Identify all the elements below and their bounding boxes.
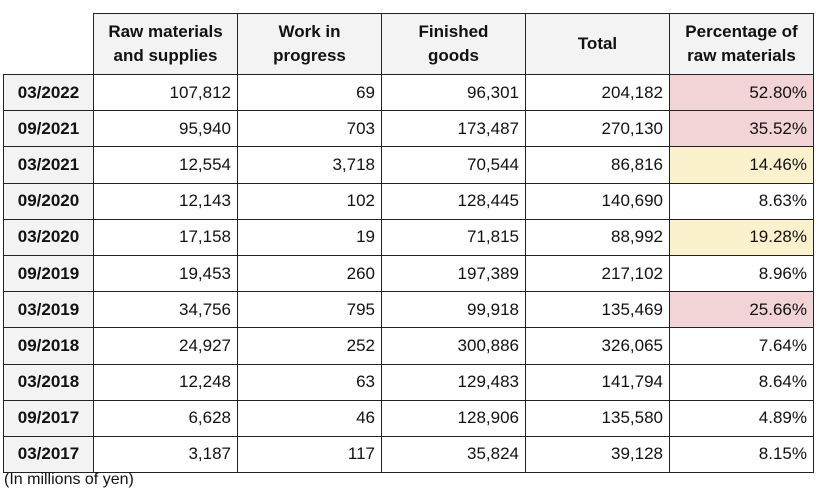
units-note: (In millions of yen) xyxy=(4,471,134,488)
raw-materials-cell: 107,812 xyxy=(94,75,238,111)
percentage-cell: 8.64% xyxy=(670,364,814,400)
header-percentage-raw: Percentage of raw materials xyxy=(670,14,814,75)
total-cell: 141,794 xyxy=(526,364,670,400)
total-cell: 135,580 xyxy=(526,400,670,436)
work-in-progress-cell: 252 xyxy=(238,328,382,364)
work-in-progress-cell: 102 xyxy=(238,183,382,219)
finished-goods-cell: 70,544 xyxy=(382,147,526,183)
percentage-cell: 25.66% xyxy=(670,292,814,328)
finished-goods-cell: 35,824 xyxy=(382,436,526,472)
period-cell: 03/2018 xyxy=(4,364,94,400)
finished-goods-cell: 300,886 xyxy=(382,328,526,364)
table-row xyxy=(4,75,814,111)
total-cell: 140,690 xyxy=(526,183,670,219)
period-cell: 09/2021 xyxy=(4,111,94,147)
finished-goods-cell: 96,301 xyxy=(382,75,526,111)
work-in-progress-cell: 19 xyxy=(238,219,382,255)
raw-materials-cell: 3,187 xyxy=(94,436,238,472)
table-row xyxy=(4,436,814,472)
work-in-progress-cell: 703 xyxy=(238,111,382,147)
finished-goods-cell: 128,906 xyxy=(382,400,526,436)
work-in-progress-cell: 795 xyxy=(238,292,382,328)
table-row xyxy=(4,147,814,183)
percentage-cell: 8.15% xyxy=(670,436,814,472)
percentage-cell: 35.52% xyxy=(670,111,814,147)
work-in-progress-cell: 117 xyxy=(238,436,382,472)
percentage-cell: 52.80% xyxy=(670,75,814,111)
header-corner-cell xyxy=(4,14,94,75)
inventory-table xyxy=(3,13,814,473)
work-in-progress-cell: 46 xyxy=(238,400,382,436)
total-cell: 88,992 xyxy=(526,219,670,255)
raw-materials-cell: 17,158 xyxy=(94,219,238,255)
finished-goods-cell: 173,487 xyxy=(382,111,526,147)
percentage-cell: 19.28% xyxy=(670,219,814,255)
work-in-progress-cell: 3,718 xyxy=(238,147,382,183)
raw-materials-cell: 12,248 xyxy=(94,364,238,400)
total-cell: 135,469 xyxy=(526,292,670,328)
work-in-progress-cell: 260 xyxy=(238,255,382,291)
finished-goods-cell: 99,918 xyxy=(382,292,526,328)
percentage-cell: 7.64% xyxy=(670,328,814,364)
raw-materials-cell: 95,940 xyxy=(94,111,238,147)
percentage-cell: 8.63% xyxy=(670,183,814,219)
percentage-cell: 14.46% xyxy=(670,147,814,183)
period-cell: 09/2018 xyxy=(4,328,94,364)
raw-materials-cell: 6,628 xyxy=(94,400,238,436)
header-finished-goods: Finished goods xyxy=(382,14,526,75)
percentage-cell: 4.89% xyxy=(670,400,814,436)
finished-goods-cell: 197,389 xyxy=(382,255,526,291)
period-cell: 03/2017 xyxy=(4,436,94,472)
table-row xyxy=(4,255,814,291)
table-row xyxy=(4,183,814,219)
total-cell: 217,102 xyxy=(526,255,670,291)
raw-materials-cell: 24,927 xyxy=(94,328,238,364)
finished-goods-cell: 71,815 xyxy=(382,219,526,255)
period-cell: 03/2022 xyxy=(4,75,94,111)
table-row xyxy=(4,400,814,436)
finished-goods-cell: 128,445 xyxy=(382,183,526,219)
total-cell: 204,182 xyxy=(526,75,670,111)
table-row xyxy=(4,328,814,364)
finished-goods-cell: 129,483 xyxy=(382,364,526,400)
percentage-cell: 8.96% xyxy=(670,255,814,291)
total-cell: 39,128 xyxy=(526,436,670,472)
table-header-row xyxy=(4,14,814,75)
period-cell: 03/2021 xyxy=(4,147,94,183)
header-total: Total xyxy=(526,14,670,75)
raw-materials-cell: 34,756 xyxy=(94,292,238,328)
total-cell: 270,130 xyxy=(526,111,670,147)
raw-materials-cell: 12,143 xyxy=(94,183,238,219)
total-cell: 326,065 xyxy=(526,328,670,364)
table-row xyxy=(4,111,814,147)
period-cell: 09/2020 xyxy=(4,183,94,219)
period-cell: 09/2017 xyxy=(4,400,94,436)
period-cell: 03/2019 xyxy=(4,292,94,328)
period-cell: 09/2019 xyxy=(4,255,94,291)
raw-materials-cell: 19,453 xyxy=(94,255,238,291)
work-in-progress-cell: 69 xyxy=(238,75,382,111)
table-row xyxy=(4,364,814,400)
header-work-in-progress: Work in progress xyxy=(238,14,382,75)
header-raw-materials: Raw materials and supplies xyxy=(94,14,238,75)
table-row xyxy=(4,292,814,328)
total-cell: 86,816 xyxy=(526,147,670,183)
work-in-progress-cell: 63 xyxy=(238,364,382,400)
table-body xyxy=(4,75,814,473)
table-row xyxy=(4,219,814,255)
raw-materials-cell: 12,554 xyxy=(94,147,238,183)
period-cell: 03/2020 xyxy=(4,219,94,255)
